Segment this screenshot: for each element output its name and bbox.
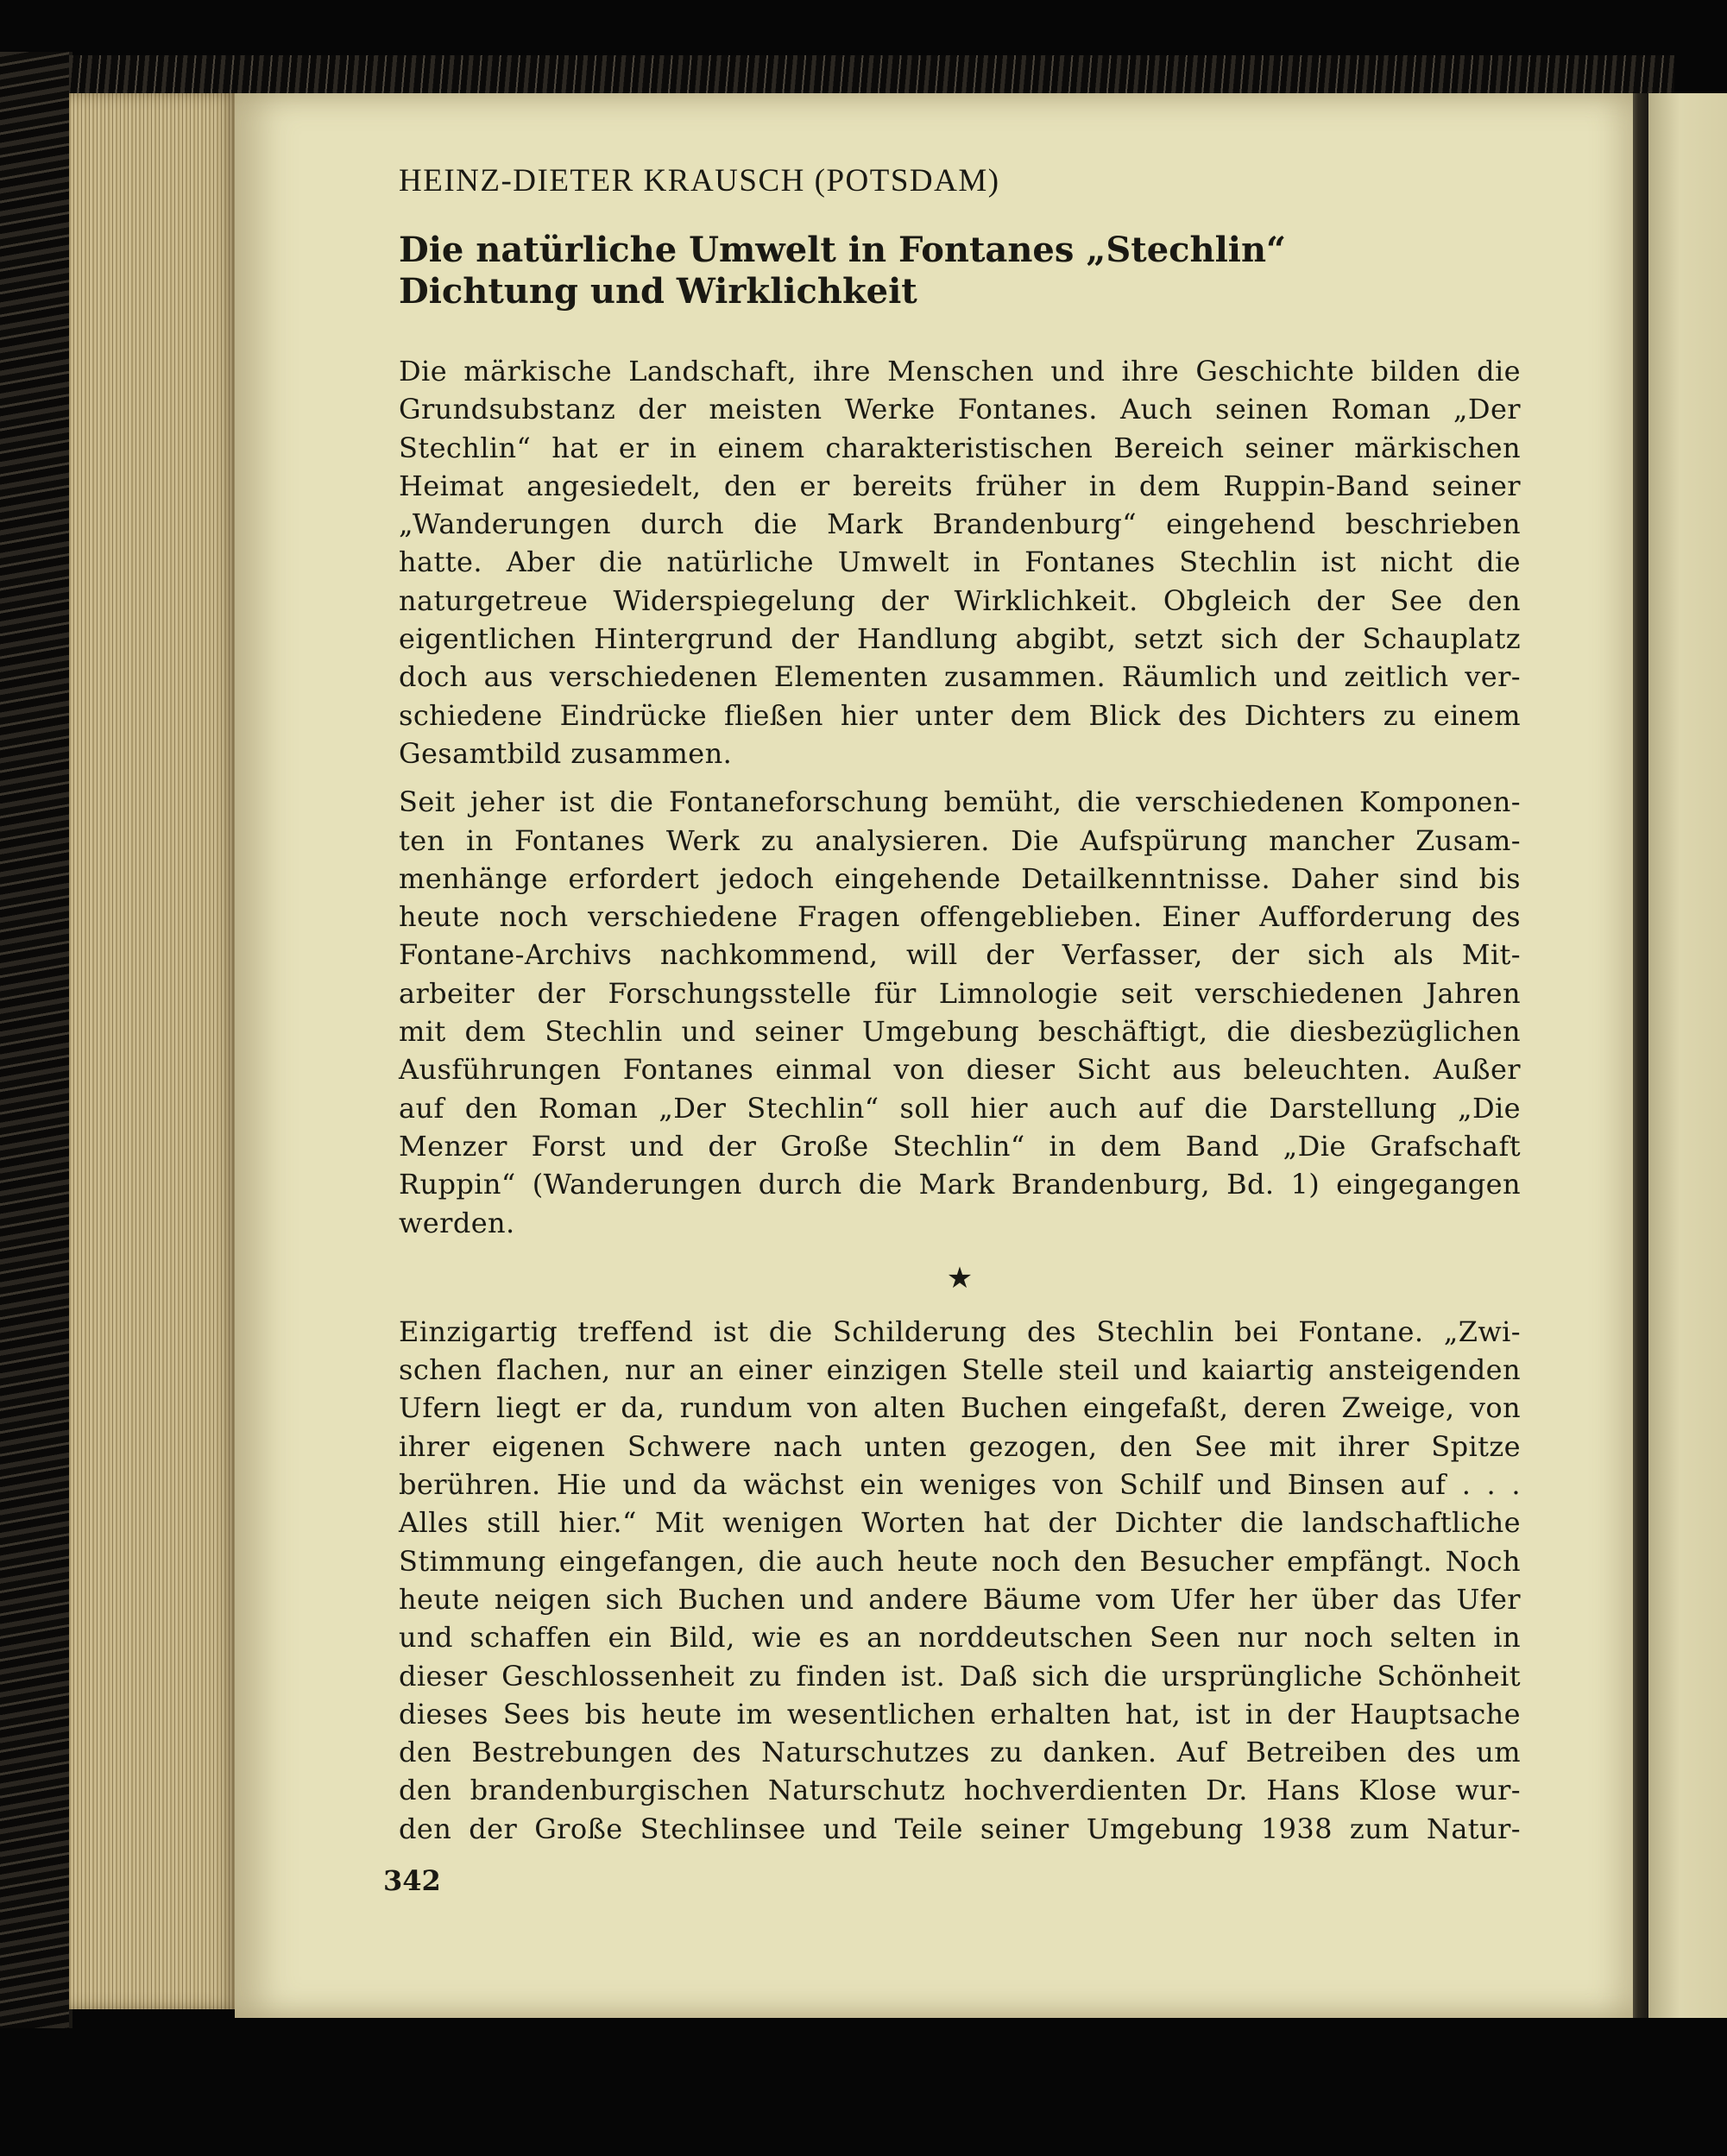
page-number: 342	[383, 1864, 441, 1897]
text-line: Ufern liegt er da, rundum von alten Buchen eingefaßt, deren Zweige, von	[399, 1391, 1521, 1425]
text-line: Heimat angesiedelt, den er bereits früher in dem Ruppin-Band seiner	[399, 469, 1521, 502]
page-content	[399, 162, 1521, 1858]
text-line: und schaffen ein Bild, wie es an norddeutschen Seen nur noch selten in	[399, 1621, 1521, 1655]
text-line: heute noch verschiedene Fragen offengeblieben. Einer Aufforderung des	[399, 900, 1521, 934]
paragraph-2	[399, 783, 1521, 1242]
text-line: dieser Geschlossenheit zu finden ist. Daß sich die ursprüngliche Schönheit	[399, 1659, 1521, 1693]
text-line: hatte. Aber die natürliche Umwelt in Fontanes Stechlin ist nicht die	[399, 545, 1521, 579]
text-line: heute neigen sich Buchen und andere Bäume vom Ufer her über das Ufer	[399, 1582, 1521, 1616]
paragraph-1	[399, 352, 1521, 772]
text-line: Gesamtbild zusammen.	[399, 736, 733, 770]
text-line: auf den Roman „Der Stechlin“ soll hier auch auf die Darstellung „Die	[399, 1091, 1521, 1125]
text-line: Menzer Forst und der Große Stechlin“ in dem Band „Die Grafschaft	[399, 1129, 1521, 1163]
text-line: doch aus verschiedenen Elementen zusammen. Räumlich und zeitlich ver-	[399, 660, 1521, 694]
text-line: berühren. Hie und da wächst ein weniges von Schilf und Binsen auf . . .	[399, 1468, 1521, 1502]
text-line: Ausführungen Fontanes einmal von dieser Sicht aus beleuchten. Außer	[399, 1053, 1521, 1087]
text-line: menhänge erfordert jedoch eingehende Detailkenntnisse. Daher sind bis	[399, 861, 1521, 895]
text-line: eigentlichen Hintergrund der Handlung abgibt, setzt sich der Schauplatz	[399, 622, 1521, 656]
text-line: ihrer eigenen Schwere nach unten gezogen, den See mit ihrer Spitze	[399, 1429, 1521, 1463]
text-line: Ruppin“ (Wanderungen durch die Mark Brandenburg, Bd. 1) eingegangen	[399, 1168, 1521, 1201]
article-title	[399, 230, 1521, 312]
text-line: werden.	[399, 1206, 515, 1239]
book-cover-edge	[0, 52, 72, 2028]
text-line: naturgetreue Widerspiegelung der Wirklichkeit. Obgleich der See den	[399, 583, 1521, 617]
text-line: Stechlin“ hat er in einem charakteristischen Bereich seiner märkischen	[399, 431, 1521, 464]
text-line: arbeiter der Forschungsstelle für Limnologie seit verschiedenen Jahren	[399, 976, 1521, 1010]
author-line: HEINZ-DIETER KRAUSCH (POTSDAM)	[399, 163, 1000, 199]
text-line: Die märkische Landschaft, ihre Menschen und ihre Geschichte bilden die	[399, 355, 1521, 388]
text-line: Seit jeher ist die Fontaneforschung bemüht, die verschiedenen Komponen-	[399, 785, 1521, 819]
text-line: ten in Fontanes Werk zu analysieren. Die Aufspürung mancher Zusam-	[399, 823, 1521, 857]
text-line: mit dem Stechlin und seiner Umgebung beschäftigt, die diesbezüglichen	[399, 1015, 1521, 1049]
text-line: Alles still hier.“ Mit wenigen Worten hat der Dichter die landschaftliche	[399, 1506, 1521, 1540]
text-line: schiedene Eindrücke fließen hier unter dem Blick des Dichters zu einem	[399, 698, 1521, 732]
section-separator-star-icon: ★	[946, 1260, 974, 1295]
text-line: Stimmung eingefangen, die auch heute noch den Besucher empfängt. Noch	[399, 1544, 1521, 1578]
text-line: den brandenburgischen Naturschutz hochverdienten Dr. Hans Klose wur-	[399, 1774, 1521, 1807]
text-line: schen flachen, nur an einer einzigen Stelle steil und kaiartig ansteigenden	[399, 1353, 1521, 1387]
text-line: den Bestrebungen des Naturschutzes zu danken. Auf Betreiben des um	[399, 1736, 1521, 1769]
text-line: Einzigartig treffend ist die Schilderung des Stechlin bei Fontane. „Zwi-	[399, 1314, 1521, 1348]
page-stack-edges	[69, 93, 242, 2009]
facing-page	[1648, 93, 1727, 2018]
text-line: dieses Sees bis heute im wesentlichen erhalten hat, ist in der Hauptsache	[399, 1697, 1521, 1730]
text-line: Fontane-Archivs nachkommend, will der Verfasser, der sich als Mit-	[399, 938, 1521, 972]
paragraph-3	[399, 1313, 1521, 1848]
text-line: Grundsubstanz der meisten Werke Fontanes. Auch seinen Roman „Der	[399, 393, 1521, 426]
text-line: den der Große Stechlinsee und Teile seiner Umgebung 1938 zum Natur-	[399, 1812, 1521, 1845]
book-page	[235, 93, 1633, 2018]
text-line: „Wanderungen durch die Mark Brandenburg“ eingehend beschrieben	[399, 507, 1521, 541]
title-line-2: Dichtung und Wirklichkeit	[399, 271, 917, 312]
title-line-1: Die natürliche Umwelt in Fontanes „Stechlin“	[399, 230, 1287, 270]
